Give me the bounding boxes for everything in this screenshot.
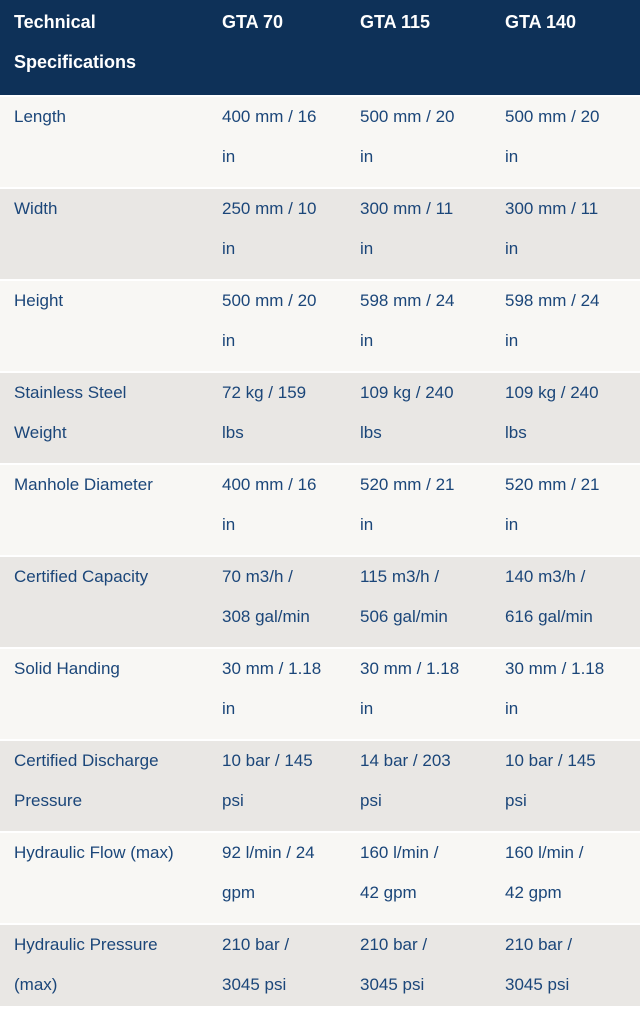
cell-text-line: in	[505, 239, 519, 258]
cell-text-line: in	[360, 515, 374, 534]
spec-label	[0, 189, 208, 279]
cell-text-line: in	[222, 331, 236, 350]
spec-value	[208, 97, 346, 187]
table-row	[0, 281, 640, 373]
spec-value	[208, 557, 346, 647]
table-row	[0, 741, 640, 833]
cell-text-line: Weight	[14, 423, 67, 442]
cell-text-line: 500 mm / 20	[222, 291, 317, 310]
cell-text-line: in	[222, 239, 236, 258]
spec-value	[346, 373, 491, 463]
cell-text-line: in	[505, 515, 519, 534]
cell-text-line: lbs	[505, 423, 527, 442]
cell-text-line: 300 mm / 11	[505, 199, 599, 218]
cell-text-line: in	[222, 147, 236, 166]
spec-value	[491, 557, 640, 647]
cell-text-line: Length	[14, 107, 66, 126]
spec-value	[346, 925, 491, 1006]
cell-text-line: psi	[505, 791, 527, 810]
cell-text-line: 14 bar / 203	[360, 751, 451, 770]
spec-value	[346, 97, 491, 187]
cell-text-line: in	[360, 147, 374, 166]
spec-value	[208, 741, 346, 831]
cell-text-line: Height	[14, 291, 64, 310]
cell-text-line: Solid Handing	[14, 659, 120, 678]
spec-label	[0, 465, 208, 555]
spec-label	[0, 741, 208, 831]
cell-text-line: 3045 psi	[360, 975, 425, 994]
spec-label	[0, 557, 208, 647]
spec-label	[0, 281, 208, 371]
table-row	[0, 833, 640, 925]
cell-text-line: 400 mm / 16	[222, 107, 317, 126]
spec-value	[491, 281, 640, 371]
cell-text-line: psi	[360, 791, 382, 810]
spec-value	[346, 833, 491, 923]
table-row	[0, 557, 640, 649]
cell-text-line: lbs	[360, 423, 382, 442]
cell-text-line: 616 gal/min	[505, 607, 593, 626]
cell-text-line: in	[360, 239, 374, 258]
spec-label	[0, 373, 208, 463]
cell-text-line: 42 gpm	[505, 883, 562, 902]
header-col-gta-115: GTA 115	[360, 12, 431, 32]
cell-text-line: 92 l/min / 24	[222, 843, 315, 862]
spec-value	[491, 925, 640, 1006]
spec-value	[491, 189, 640, 279]
cell-text-line: in	[505, 147, 519, 166]
cell-text-line: Pressure	[14, 791, 83, 810]
table-row	[0, 373, 640, 465]
cell-text-line: Hydraulic Flow (max)	[14, 843, 174, 862]
cell-text-line: 308 gal/min	[222, 607, 310, 626]
table-row	[0, 649, 640, 741]
cell-text-line: 210 bar /	[505, 935, 573, 954]
cell-text-line: 210 bar /	[360, 935, 428, 954]
cell-text-line: 520 mm / 21	[360, 475, 455, 494]
spec-value	[346, 741, 491, 831]
spec-value	[491, 833, 640, 923]
spec-value	[208, 281, 346, 371]
cell-text-line: 3045 psi	[222, 975, 287, 994]
cell-text-line: 70 m3/h /	[222, 567, 293, 586]
spec-value	[208, 373, 346, 463]
cell-text-line: 598 mm / 24	[505, 291, 600, 310]
cell-text-line: (max)	[14, 975, 58, 994]
cell-text-line: 30 mm / 1.18	[222, 659, 322, 678]
cell-text-line: in	[222, 699, 236, 718]
spec-value	[491, 373, 640, 463]
cell-text-line: 109 kg / 240	[505, 383, 599, 402]
cell-text-line: in	[505, 699, 519, 718]
spec-value	[491, 465, 640, 555]
spec-value	[208, 925, 346, 1006]
table-row	[0, 97, 640, 189]
cell-text-line: 210 bar /	[222, 935, 290, 954]
table-row	[0, 189, 640, 281]
cell-text-line: 109 kg / 240	[360, 383, 454, 402]
cell-text-line: Certified Capacity	[14, 567, 149, 586]
cell-text-line: 500 mm / 20	[360, 107, 455, 126]
cell-text-line: 500 mm / 20	[505, 107, 600, 126]
cell-text-line: Width	[14, 199, 58, 218]
table-row	[0, 925, 640, 1006]
header-col-gta-70: GTA 70	[222, 12, 284, 32]
cell-text-line: 300 mm / 11	[360, 199, 454, 218]
spec-value	[346, 557, 491, 647]
spec-table-header-row	[0, 0, 640, 97]
table-row	[0, 465, 640, 557]
spec-value	[346, 189, 491, 279]
cell-text-line: in	[505, 331, 519, 350]
header-col-gta-140: GTA 140	[505, 12, 577, 32]
spec-value	[491, 97, 640, 187]
cell-text-line: 10 bar / 145	[222, 751, 313, 770]
spec-value	[491, 741, 640, 831]
cell-text-line: in	[360, 331, 374, 350]
cell-text-line: 160 l/min /	[505, 843, 584, 862]
spec-value	[208, 649, 346, 739]
spec-value	[208, 833, 346, 923]
spec-value	[208, 465, 346, 555]
cell-text-line: in	[222, 515, 236, 534]
cell-text-line: Hydraulic Pressure	[14, 935, 158, 954]
header-title: Technical Specifications	[14, 12, 137, 72]
cell-text-line: 400 mm / 16	[222, 475, 317, 494]
cell-text-line: 160 l/min /	[360, 843, 439, 862]
spec-value	[346, 465, 491, 555]
cell-text-line: gpm	[222, 883, 256, 902]
cell-text-line: 3045 psi	[505, 975, 570, 994]
spec-table-body	[0, 97, 640, 1006]
cell-text-line: in	[360, 699, 374, 718]
spec-label	[0, 925, 208, 1006]
spec-value	[346, 281, 491, 371]
cell-text-line: 250 mm / 10	[222, 199, 317, 218]
cell-text-line: 506 gal/min	[360, 607, 448, 626]
cell-text-line: 598 mm / 24	[360, 291, 455, 310]
spec-label	[0, 97, 208, 187]
cell-text-line: Certified Discharge	[14, 751, 159, 770]
cell-text-line: Manhole Diameter	[14, 475, 153, 494]
cell-text-line: 140 m3/h /	[505, 567, 586, 586]
cell-text-line: 42 gpm	[360, 883, 417, 902]
cell-text-line: 520 mm / 21	[505, 475, 600, 494]
cell-text-line: 30 mm / 1.18	[360, 659, 460, 678]
spec-label	[0, 833, 208, 923]
cell-text-line: 115 m3/h /	[360, 567, 440, 586]
spec-value	[208, 189, 346, 279]
cell-text-line: 30 mm / 1.18	[505, 659, 605, 678]
cell-text-line: 72 kg / 159	[222, 383, 307, 402]
spec-label	[0, 649, 208, 739]
spec-value	[346, 649, 491, 739]
cell-text-line: 10 bar / 145	[505, 751, 596, 770]
cell-text-line: psi	[222, 791, 244, 810]
cell-text-line: Stainless Steel	[14, 383, 127, 402]
spec-value	[491, 649, 640, 739]
cell-text-line: lbs	[222, 423, 244, 442]
